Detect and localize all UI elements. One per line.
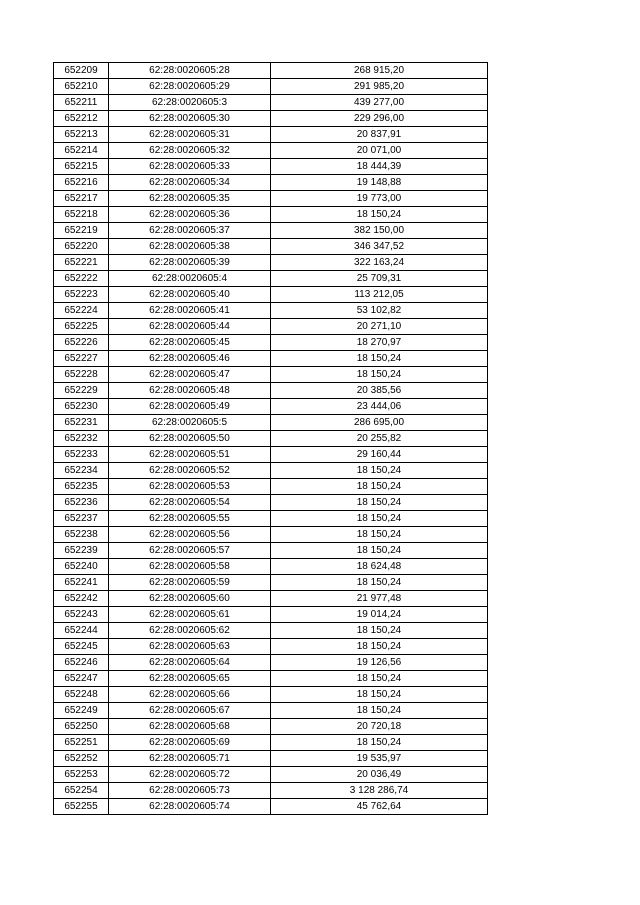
- table-row: [54, 319, 488, 335]
- table-row: [54, 431, 488, 447]
- row-number-cell: 652217: [54, 191, 109, 207]
- cadastral-value-cell: 382 150,00: [271, 223, 488, 239]
- table-row: [54, 271, 488, 287]
- table-row: [54, 559, 488, 575]
- table-row: [54, 159, 488, 175]
- cadastral-number-cell: 62:28:0020605:61: [109, 607, 271, 623]
- table-row: [54, 95, 488, 111]
- table-row: [54, 127, 488, 143]
- cadastral-number-cell: 62:28:0020605:45: [109, 335, 271, 351]
- cadastral-number-cell: 62:28:0020605:55: [109, 511, 271, 527]
- row-number-cell: 652229: [54, 383, 109, 399]
- cadastral-value-cell: 19 126,56: [271, 655, 488, 671]
- table-row: [54, 191, 488, 207]
- row-number-cell: 652252: [54, 751, 109, 767]
- row-number-cell: 652241: [54, 575, 109, 591]
- cadastral-value-cell: 3 128 286,74: [271, 783, 488, 799]
- table-row: [54, 591, 488, 607]
- table-row: [54, 303, 488, 319]
- table-row: [54, 495, 488, 511]
- table-row: [54, 399, 488, 415]
- cadastral-number-cell: 62:28:0020605:49: [109, 399, 271, 415]
- row-number-cell: 652235: [54, 479, 109, 495]
- row-number-cell: 652220: [54, 239, 109, 255]
- row-number-cell: 652214: [54, 143, 109, 159]
- cadastral-number-cell: 62:28:0020605:51: [109, 447, 271, 463]
- cadastral-value-cell: 53 102,82: [271, 303, 488, 319]
- table-row: [54, 63, 488, 79]
- cadastral-number-cell: 62:28:0020605:5: [109, 415, 271, 431]
- row-number-cell: 652240: [54, 559, 109, 575]
- cadastral-number-cell: 62:28:0020605:37: [109, 223, 271, 239]
- row-number-cell: 652233: [54, 447, 109, 463]
- cadastral-value-cell: 19 014,24: [271, 607, 488, 623]
- cadastral-value-cell: 18 444,39: [271, 159, 488, 175]
- row-number-cell: 652209: [54, 63, 109, 79]
- row-number-cell: 652236: [54, 495, 109, 511]
- cadastral-value-cell: 21 977,48: [271, 591, 488, 607]
- cadastral-number-cell: 62:28:0020605:52: [109, 463, 271, 479]
- table-row: [54, 735, 488, 751]
- table-row: [54, 511, 488, 527]
- cadastral-number-cell: 62:28:0020605:41: [109, 303, 271, 319]
- cadastral-value-cell: 268 915,20: [271, 63, 488, 79]
- table-row: [54, 367, 488, 383]
- table-row: [54, 447, 488, 463]
- table-row: [54, 335, 488, 351]
- cadastral-value-table: [53, 62, 488, 815]
- cadastral-number-cell: 62:28:0020605:73: [109, 783, 271, 799]
- cadastral-value-cell: 18 150,24: [271, 527, 488, 543]
- cadastral-number-cell: 62:28:0020605:36: [109, 207, 271, 223]
- cadastral-number-cell: 62:28:0020605:44: [109, 319, 271, 335]
- row-number-cell: 652244: [54, 623, 109, 639]
- cadastral-value-cell: 18 150,24: [271, 575, 488, 591]
- cadastral-number-cell: 62:28:0020605:60: [109, 591, 271, 607]
- row-number-cell: 652243: [54, 607, 109, 623]
- row-number-cell: 652254: [54, 783, 109, 799]
- cadastral-number-cell: 62:28:0020605:47: [109, 367, 271, 383]
- cadastral-number-cell: 62:28:0020605:66: [109, 687, 271, 703]
- row-number-cell: 652221: [54, 255, 109, 271]
- cadastral-value-cell: 18 150,24: [271, 463, 488, 479]
- cadastral-value-cell: 18 150,24: [271, 623, 488, 639]
- cadastral-value-cell: 20 071,00: [271, 143, 488, 159]
- table-row: [54, 623, 488, 639]
- row-number-cell: 652210: [54, 79, 109, 95]
- cadastral-value-cell: 291 985,20: [271, 79, 488, 95]
- cadastral-number-cell: 62:28:0020605:35: [109, 191, 271, 207]
- cadastral-value-cell: 322 163,24: [271, 255, 488, 271]
- cadastral-value-cell: 20 036,49: [271, 767, 488, 783]
- row-number-cell: 652222: [54, 271, 109, 287]
- row-number-cell: 652215: [54, 159, 109, 175]
- row-number-cell: 652255: [54, 799, 109, 815]
- cadastral-value-cell: 20 837,91: [271, 127, 488, 143]
- table-row: [54, 143, 488, 159]
- cadastral-value-cell: 18 150,24: [271, 735, 488, 751]
- row-number-cell: 652232: [54, 431, 109, 447]
- cadastral-number-cell: 62:28:0020605:48: [109, 383, 271, 399]
- table-row: [54, 223, 488, 239]
- cadastral-number-cell: 62:28:0020605:74: [109, 799, 271, 815]
- cadastral-value-cell: 18 150,24: [271, 511, 488, 527]
- cadastral-value-cell: 18 150,24: [271, 543, 488, 559]
- cadastral-number-cell: 62:28:0020605:64: [109, 655, 271, 671]
- row-number-cell: 652251: [54, 735, 109, 751]
- cadastral-number-cell: 62:28:0020605:31: [109, 127, 271, 143]
- row-number-cell: 652226: [54, 335, 109, 351]
- table-row: [54, 575, 488, 591]
- row-number-cell: 652230: [54, 399, 109, 415]
- row-number-cell: 652213: [54, 127, 109, 143]
- cadastral-number-cell: 62:28:0020605:30: [109, 111, 271, 127]
- table-row: [54, 719, 488, 735]
- row-number-cell: 652219: [54, 223, 109, 239]
- table-row: [54, 703, 488, 719]
- cadastral-value-cell: 19 535,97: [271, 751, 488, 767]
- row-number-cell: 652250: [54, 719, 109, 735]
- cadastral-value-cell: 286 695,00: [271, 415, 488, 431]
- cadastral-value-cell: 19 773,00: [271, 191, 488, 207]
- cadastral-number-cell: 62:28:0020605:34: [109, 175, 271, 191]
- cadastral-number-cell: 62:28:0020605:40: [109, 287, 271, 303]
- cadastral-value-cell: 20 720,18: [271, 719, 488, 735]
- cadastral-number-cell: 62:28:0020605:68: [109, 719, 271, 735]
- cadastral-number-cell: 62:28:0020605:67: [109, 703, 271, 719]
- row-number-cell: 652246: [54, 655, 109, 671]
- table-row: [54, 799, 488, 815]
- row-number-cell: 652228: [54, 367, 109, 383]
- row-number-cell: 652225: [54, 319, 109, 335]
- table-row: [54, 111, 488, 127]
- cadastral-value-cell: 18 150,24: [271, 207, 488, 223]
- row-number-cell: 652248: [54, 687, 109, 703]
- cadastral-number-cell: 62:28:0020605:59: [109, 575, 271, 591]
- row-number-cell: 652242: [54, 591, 109, 607]
- row-number-cell: 652211: [54, 95, 109, 111]
- cadastral-number-cell: 62:28:0020605:58: [109, 559, 271, 575]
- row-number-cell: 652234: [54, 463, 109, 479]
- table-row: [54, 175, 488, 191]
- table-row: [54, 463, 488, 479]
- cadastral-number-cell: 62:28:0020605:3: [109, 95, 271, 111]
- cadastral-value-cell: 18 150,24: [271, 495, 488, 511]
- cadastral-number-cell: 62:28:0020605:57: [109, 543, 271, 559]
- cadastral-number-cell: 62:28:0020605:46: [109, 351, 271, 367]
- table-row: [54, 527, 488, 543]
- cadastral-value-cell: 18 150,24: [271, 687, 488, 703]
- table-body: [54, 63, 488, 815]
- cadastral-number-cell: 62:28:0020605:65: [109, 671, 271, 687]
- cadastral-value-cell: 18 150,24: [271, 367, 488, 383]
- row-number-cell: 652216: [54, 175, 109, 191]
- row-number-cell: 652218: [54, 207, 109, 223]
- cadastral-value-cell: 45 762,64: [271, 799, 488, 815]
- row-number-cell: 652212: [54, 111, 109, 127]
- cadastral-number-cell: 62:28:0020605:32: [109, 143, 271, 159]
- row-number-cell: 652238: [54, 527, 109, 543]
- cadastral-value-cell: 18 150,24: [271, 479, 488, 495]
- row-number-cell: 652223: [54, 287, 109, 303]
- table-row: [54, 239, 488, 255]
- cadastral-number-cell: 62:28:0020605:4: [109, 271, 271, 287]
- table-row: [54, 207, 488, 223]
- table-row: [54, 383, 488, 399]
- table-row: [54, 687, 488, 703]
- table-row: [54, 751, 488, 767]
- table-row: [54, 287, 488, 303]
- table-row: [54, 415, 488, 431]
- cadastral-value-cell: 346 347,52: [271, 239, 488, 255]
- cadastral-value-cell: 113 212,05: [271, 287, 488, 303]
- row-number-cell: 652253: [54, 767, 109, 783]
- cadastral-number-cell: 62:28:0020605:54: [109, 495, 271, 511]
- cadastral-value-cell: 23 444,06: [271, 399, 488, 415]
- cadastral-number-cell: 62:28:0020605:56: [109, 527, 271, 543]
- row-number-cell: 652239: [54, 543, 109, 559]
- cadastral-value-cell: 20 271,10: [271, 319, 488, 335]
- cadastral-value-cell: 18 150,24: [271, 351, 488, 367]
- table-row: [54, 543, 488, 559]
- cadastral-number-cell: 62:28:0020605:39: [109, 255, 271, 271]
- cadastral-number-cell: 62:28:0020605:38: [109, 239, 271, 255]
- cadastral-number-cell: 62:28:0020605:33: [109, 159, 271, 175]
- row-number-cell: 652231: [54, 415, 109, 431]
- cadastral-value-cell: 18 624,48: [271, 559, 488, 575]
- cadastral-value-cell: 18 270,97: [271, 335, 488, 351]
- cadastral-number-cell: 62:28:0020605:72: [109, 767, 271, 783]
- cadastral-value-cell: 439 277,00: [271, 95, 488, 111]
- cadastral-number-cell: 62:28:0020605:29: [109, 79, 271, 95]
- row-number-cell: 652245: [54, 639, 109, 655]
- row-number-cell: 652227: [54, 351, 109, 367]
- table-row: [54, 639, 488, 655]
- row-number-cell: 652237: [54, 511, 109, 527]
- cadastral-value-cell: 25 709,31: [271, 271, 488, 287]
- cadastral-value-cell: 18 150,24: [271, 639, 488, 655]
- cadastral-value-cell: 29 160,44: [271, 447, 488, 463]
- table-row: [54, 655, 488, 671]
- cadastral-value-cell: 20 385,56: [271, 383, 488, 399]
- row-number-cell: 652247: [54, 671, 109, 687]
- table-row: [54, 79, 488, 95]
- row-number-cell: 652224: [54, 303, 109, 319]
- cadastral-number-cell: 62:28:0020605:71: [109, 751, 271, 767]
- cadastral-value-cell: 18 150,24: [271, 703, 488, 719]
- table-row: [54, 255, 488, 271]
- cadastral-number-cell: 62:28:0020605:69: [109, 735, 271, 751]
- cadastral-number-cell: 62:28:0020605:62: [109, 623, 271, 639]
- table-row: [54, 479, 488, 495]
- cadastral-value-cell: 19 148,88: [271, 175, 488, 191]
- table-row: [54, 671, 488, 687]
- cadastral-value-cell: 229 296,00: [271, 111, 488, 127]
- table-row: [54, 351, 488, 367]
- table-row: [54, 607, 488, 623]
- table-row: [54, 783, 488, 799]
- cadastral-number-cell: 62:28:0020605:28: [109, 63, 271, 79]
- cadastral-value-cell: 20 255,82: [271, 431, 488, 447]
- cadastral-value-cell: 18 150,24: [271, 671, 488, 687]
- row-number-cell: 652249: [54, 703, 109, 719]
- cadastral-number-cell: 62:28:0020605:50: [109, 431, 271, 447]
- cadastral-number-cell: 62:28:0020605:63: [109, 639, 271, 655]
- cadastral-number-cell: 62:28:0020605:53: [109, 479, 271, 495]
- table-row: [54, 767, 488, 783]
